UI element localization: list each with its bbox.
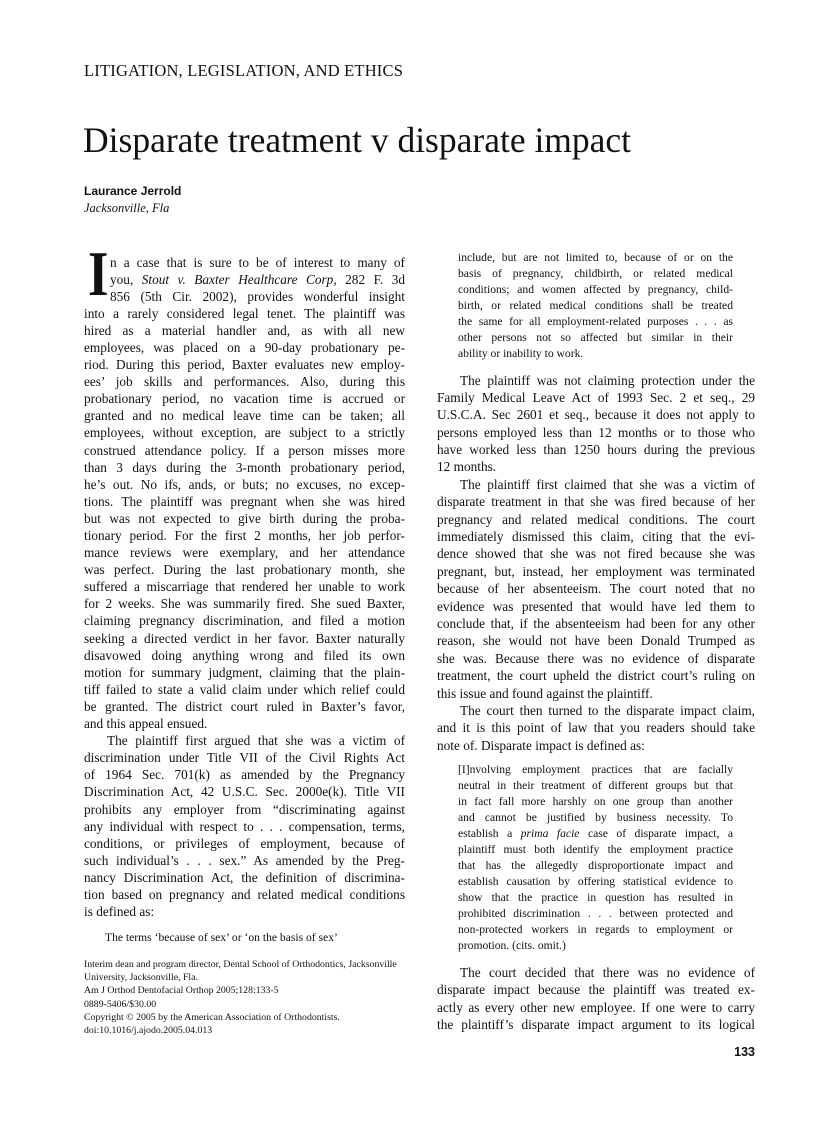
footnote-line: Copyright © 2005 by the American Association of Orthodontists. <box>84 1011 340 1023</box>
text-line: Discrimination Act, 42 U.S.C. Sec. 2000e(k). Title VII <box>84 784 405 800</box>
text-line: motion for summary judgment, claiming that the plain- <box>84 664 405 680</box>
text-line: hired as a material handler and, as with all new <box>84 322 405 338</box>
text-line: establish causation by offering statistical evidence to <box>458 875 733 889</box>
text-line: disparate impact because the plaintiff was treated ex- <box>437 982 755 998</box>
section-heading: LITIGATION, LEGISLATION, AND ETHICS <box>84 61 404 80</box>
text-line: tions. The plaintiff was pregnant when she was hired <box>84 493 405 509</box>
text-line: dence showed that she was not fired because she was <box>437 546 755 562</box>
text-line: n a case that is sure to be of interest to many of <box>110 254 405 270</box>
text-line: The plaintiff was not claiming protection under the <box>460 372 755 388</box>
text-line: be granted. The district court ruled in Baxter’s favor, <box>84 698 405 714</box>
text-line: nancy Discrimination Act, the definition of discrimina- <box>84 869 405 885</box>
text-line: 12 months. <box>437 459 497 475</box>
text-line: employees, was placed on a 90-day probationary pe- <box>84 339 405 355</box>
text-line: construed attendance policy. If a person misses more <box>84 442 405 458</box>
text-line: neutral in their treatment of different groups but that <box>458 779 733 793</box>
paragraph <box>84 254 405 733</box>
text-line: promotion. (cits. omit.) <box>458 939 566 953</box>
text-line: tionary period. For the first 2 months, her job perfor- <box>84 528 405 543</box>
text-line: ees’ job skills and performances. Also, during this <box>84 374 405 390</box>
text-line: persons employed less than 12 months or to those who <box>437 424 755 440</box>
author-name: Laurance Jerrold <box>84 184 182 198</box>
text-line: The plaintiff first argued that she was a victim of <box>107 733 405 749</box>
author-affiliation: Jacksonville, Fla <box>84 201 170 215</box>
text-line: in fact fall more harshly on one group than another <box>458 795 733 809</box>
text-line: birth, or related medical conditions shall be treated <box>458 299 733 312</box>
italic-text: prima facie <box>520 827 580 841</box>
text-line: plaintiff must both identify the employment practice <box>458 843 733 857</box>
text-line: and it is this point of law that you readers should take <box>437 720 755 736</box>
text-line: such individual’s . . . sex.” As amended by the Preg- <box>84 852 405 868</box>
text-line: but was not expected to give birth during the proba- <box>84 510 405 526</box>
text-line: she was. Because there was no evidence of disparate <box>437 650 755 666</box>
text-line: conditions; and women affected by pregnancy, child- <box>458 283 733 296</box>
text-line: suffered a miscarriage that rendered her unable to work <box>84 579 405 595</box>
text-line: of 1964 Sec. 701(k) as amended by the Pregnancy <box>84 767 405 783</box>
footnote-line: Am J Orthod Dentofacial Orthop 2005;128:133-5 <box>84 985 279 997</box>
footnote-line: University, Jacksonville, Fla. <box>84 972 198 984</box>
text-line: and cannot be justified by business necessity. To <box>458 811 733 825</box>
text-line: into a rarely considered legal tenet. The plaintiff was <box>84 305 405 321</box>
text-line: the plaintiff’s disparate impact argument to its logical <box>437 1017 755 1033</box>
text-line: basis of pregnancy, childbirth, or related medical <box>458 267 733 280</box>
text-line: because of her absenteeism. The court noted that no <box>437 581 755 597</box>
text-line: The court then turned to the disparate impact claim, <box>460 702 755 718</box>
text-line: Family Medical Leave Act of 1993 Sec. 2 et seq., 29 <box>437 389 755 405</box>
text-line: show that the practice in question has resulted in <box>458 891 733 905</box>
page-number: 133 <box>734 1045 755 1059</box>
text-line: than 3 days during the 3-month probationary period, <box>84 459 405 475</box>
left-column <box>84 254 405 946</box>
text-line: non-protected workers in regards to employment or <box>458 923 733 937</box>
paragraph <box>437 964 755 1034</box>
text-line: disparate treatment in that she was fired because of her <box>437 494 755 510</box>
text-line: The court decided that there was no evidence of <box>460 964 755 980</box>
text-line: claiming pregnancy discrimination, and filed a motion <box>84 613 405 629</box>
text-line: conditions, or privileges of employment, because of <box>84 835 405 851</box>
text-line: probationary period, no vacation time is accrued or <box>84 391 405 407</box>
text-line: other persons not so affected but similar in their <box>458 331 733 344</box>
block-quote <box>458 762 733 954</box>
right-column <box>437 250 755 1033</box>
paragraph <box>437 372 755 476</box>
footnote <box>84 958 414 1037</box>
text-line: was perfect. During the last probationary month, she <box>84 562 405 578</box>
text-line: evidence was presented that would have led them to <box>437 598 755 614</box>
footnote-line: doi:10.1016/j.ajodo.2005.04.013 <box>84 1024 213 1036</box>
paragraph <box>84 732 405 920</box>
paragraph <box>437 476 755 702</box>
text-line: tion based on pregnancy and related medical conditions <box>84 886 405 902</box>
text-line: actly as every other new employee. If one were to carry <box>437 999 755 1015</box>
text-line: establish a prima facie case of disparate impact, a <box>458 827 733 841</box>
text-line: and this appeal ensued. <box>84 716 208 732</box>
text-line: reason, she would not have been Donald Trumped as <box>437 633 755 649</box>
text-line: employees, without exception, are subject to a strictly <box>84 425 405 441</box>
block-quote <box>105 930 383 946</box>
text-line: have worked less than 1250 hours during the previous <box>437 442 755 458</box>
text-line: discrimination under Title VII of the Civil Rights Act <box>84 750 405 766</box>
text-line: for 2 weeks. She was summarily fired. She sued Baxter, <box>84 596 405 612</box>
footnote-line: 0889-5406/$30.00 <box>84 998 157 1010</box>
block-quote <box>458 250 733 362</box>
text-line: seeking a directed verdict in her favor. Baxter naturally <box>84 630 405 646</box>
text-line: immediately dismissed this claim, citing that the evi- <box>437 529 755 545</box>
footnote-line: Interim dean and program director, Dental School of Orthodontics, Jacksonville <box>84 959 397 970</box>
text-line: conclude that, if the absenteeism had been for any other <box>437 615 755 631</box>
text-line: The terms ‘because of sex’ or ‘on the basis of sex’ <box>105 930 338 944</box>
text-line: disavowed doing anything wrong and filed its own <box>84 647 405 663</box>
text-line: pregnant, but, instead, her employment was terminated <box>437 563 755 579</box>
text-line: pregnancy and related medical conditions. The court <box>437 511 755 527</box>
text-line: tiff failed to state a valid claim under which relief could <box>84 681 405 697</box>
text-line: mance reviews were exemplary, and her attendance <box>84 545 405 561</box>
paragraph <box>437 702 755 754</box>
text-line: riod. During this period, Baxter evaluates new employ- <box>84 357 405 373</box>
text-line: treatment, the court upheld the district court’s ruling on <box>437 668 755 684</box>
italic-text: Stout v. Baxter Healthcare Corp <box>141 271 334 287</box>
text-line: The plaintiff first claimed that she was a victim of <box>460 476 755 492</box>
text-line: any individual with respect to . . . compensation, terms, <box>84 818 405 834</box>
text-line: is defined as: <box>84 904 155 920</box>
text-line: include, but are not limited to, because of or on the <box>458 251 733 264</box>
text-line: granted and no medical leave time can be taken; all <box>84 408 405 424</box>
text-line: U.S.C.A. Sec 2601 et seq., because it does not apply to <box>437 407 755 423</box>
drop-cap: I <box>88 238 109 309</box>
text-line: note of. Disparate impact is defined as: <box>437 737 645 753</box>
text-line: prohibits any employer from “discriminating against <box>84 801 405 817</box>
text-line: ability or inability to work. <box>458 347 584 360</box>
text-line: 856 (5th Cir. 2002), provides wonderful insight <box>110 288 405 304</box>
text-line: that has the allegedly disproportionate impact and <box>458 859 733 873</box>
article-title: Disparate treatment v disparate impact <box>83 120 632 160</box>
text-line: the same for all employment-related purposes . . . as <box>458 315 733 328</box>
text-line: [I]nvolving employment practices that are facially <box>458 763 733 777</box>
text-line: this issue and found against the plaintiff. <box>437 685 653 701</box>
text-line: he’s out. No ifs, ands, or buts; no excuses, no excep- <box>84 476 405 492</box>
text-line: you, Stout v. Baxter Healthcare Corp, 282 F. 3d <box>110 271 405 287</box>
text-line: prohibited discrimination . . . between protected and <box>458 907 733 921</box>
